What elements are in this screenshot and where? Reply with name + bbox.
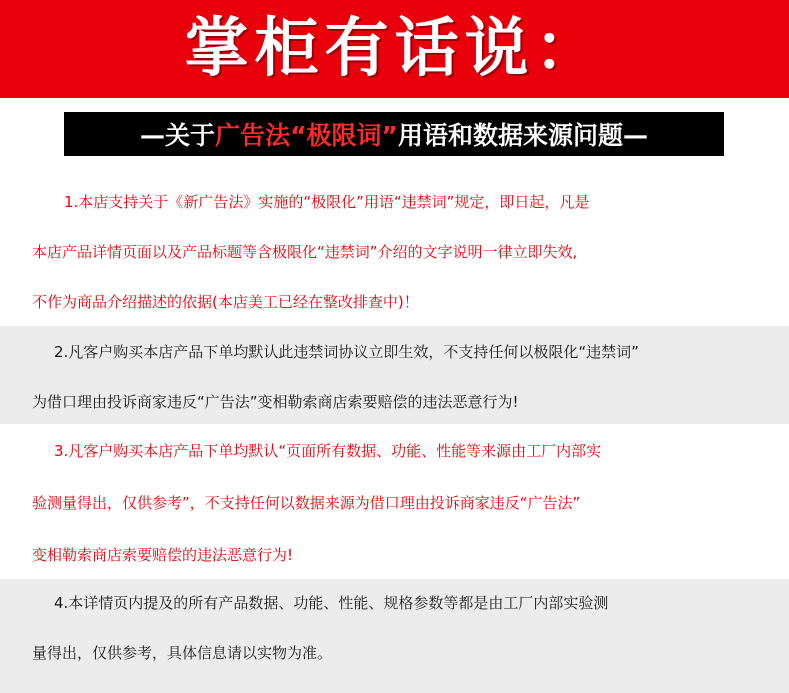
- notice-section-1: [0, 178, 789, 326]
- notice-line: 4.本详情页内提及的所有产品数据、功能、性能、规格参数等都是由工厂内部实验测: [54, 594, 609, 612]
- notice-line: 3.凡客户购买本店产品下单均默认“页面所有数据、功能、性能等来源由工厂内部实: [54, 442, 602, 460]
- subtitle-bar: [64, 112, 724, 156]
- header-banner: [0, 0, 789, 98]
- notice-line: 不作为商品介绍描述的依据(本店美工已经在整改排查中)！: [32, 293, 419, 311]
- notice-line: 1.本店支持关于《新广告法》实施的“极限化”用语“违禁词”规定，即日起，凡是: [64, 193, 590, 211]
- notice-section-4: [0, 579, 789, 693]
- notice-line: 为借口理由投诉商家违反“广告法”变相勒索商店索要赔偿的违法恶意行为!: [32, 393, 519, 411]
- subtitle-prefix: —关于: [140, 121, 216, 150]
- notice-line: 本店产品详情页面以及产品标题等含极限化“违禁词”介绍的文字说明一律立即失效,: [32, 243, 578, 261]
- page-title: 掌柜有话说：: [184, 12, 605, 86]
- subtitle-highlight: 广告法“极限词”: [215, 121, 398, 150]
- notice-line: 量得出，仅供参考，具体信息请以实物为准。: [32, 644, 333, 662]
- notice-section-2: [0, 326, 789, 424]
- notice-line: 验测量得出，仅供参考”，不支持任何以数据来源为借口理由投诉商家违反“广告法”: [32, 494, 581, 512]
- notice-section-3: [0, 424, 789, 579]
- notice-line: 2.凡客户购买本店产品下单均默认此违禁词协议立即生效，不支持任何以极限化“违禁词”: [54, 343, 639, 361]
- notice-line: 变相勒索商店索要赔偿的违法恶意行为!: [32, 546, 294, 564]
- subtitle-suffix: 用语和数据来源问题—: [397, 121, 648, 150]
